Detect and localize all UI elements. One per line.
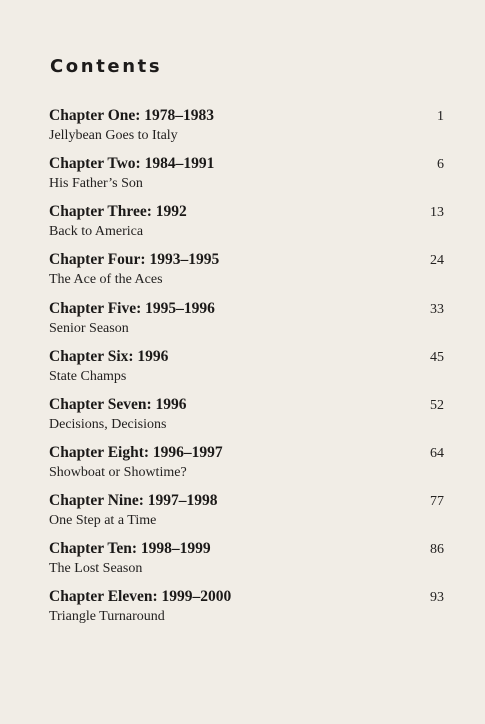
toc-entry-2	[0, 154, 485, 198]
page-number: 45	[430, 350, 444, 365]
page-number: 13	[430, 205, 444, 220]
chapter-title: Chapter Seven: 1996	[49, 396, 187, 413]
chapter-title: Chapter Six: 1996	[49, 348, 169, 365]
toc-entry-10	[0, 539, 485, 583]
page-number: 24	[430, 253, 444, 268]
chapter-subtitle: The Ace of the Aces	[49, 272, 163, 287]
page-number: 1	[437, 109, 444, 124]
page-number: 64	[430, 446, 444, 461]
chapter-title: Chapter Eleven: 1999–2000	[49, 588, 232, 605]
page-number: 93	[430, 590, 444, 605]
chapter-subtitle: His Father’s Son	[49, 176, 143, 191]
page-number: 77	[430, 494, 444, 509]
chapter-title: Chapter Three: 1992	[49, 203, 187, 220]
page-number: 52	[430, 398, 444, 413]
toc-entry-11	[0, 587, 485, 631]
chapter-subtitle: Jellybean Goes to Italy	[49, 128, 178, 143]
chapter-subtitle: Showboat or Showtime?	[49, 465, 187, 480]
toc-entry-9	[0, 491, 485, 535]
page-number: 86	[430, 542, 444, 557]
chapter-subtitle: Senior Season	[49, 321, 129, 336]
chapter-title: Chapter Ten: 1998–1999	[49, 540, 211, 557]
chapter-subtitle: Back to America	[49, 224, 144, 239]
toc-entry-4	[0, 250, 485, 294]
toc-entry-3	[0, 202, 485, 246]
chapter-title: Chapter One: 1978–1983	[49, 107, 215, 124]
chapter-subtitle: One Step at a Time	[49, 513, 157, 528]
chapter-subtitle: Triangle Turnaround	[49, 609, 165, 624]
chapter-subtitle: The Lost Season	[49, 561, 143, 576]
page-number: 6	[437, 157, 444, 172]
toc-entry-1	[0, 106, 485, 150]
toc-entry-8	[0, 443, 485, 487]
toc-entry-6	[0, 347, 485, 391]
chapter-subtitle: Decisions, Decisions	[49, 417, 167, 432]
chapter-subtitle: State Champs	[49, 369, 127, 384]
chapter-title: Chapter Eight: 1996–1997	[49, 444, 223, 461]
chapter-title: Chapter Four: 1993–1995	[49, 251, 220, 268]
chapter-title: Chapter Nine: 1997–1998	[49, 492, 218, 509]
toc-entry-5	[0, 299, 485, 343]
toc-entry-7	[0, 395, 485, 439]
contents-heading: Contents	[50, 56, 163, 77]
chapter-title: Chapter Two: 1984–1991	[49, 155, 215, 172]
chapter-title: Chapter Five: 1995–1996	[49, 300, 215, 317]
page-number: 33	[430, 302, 444, 317]
